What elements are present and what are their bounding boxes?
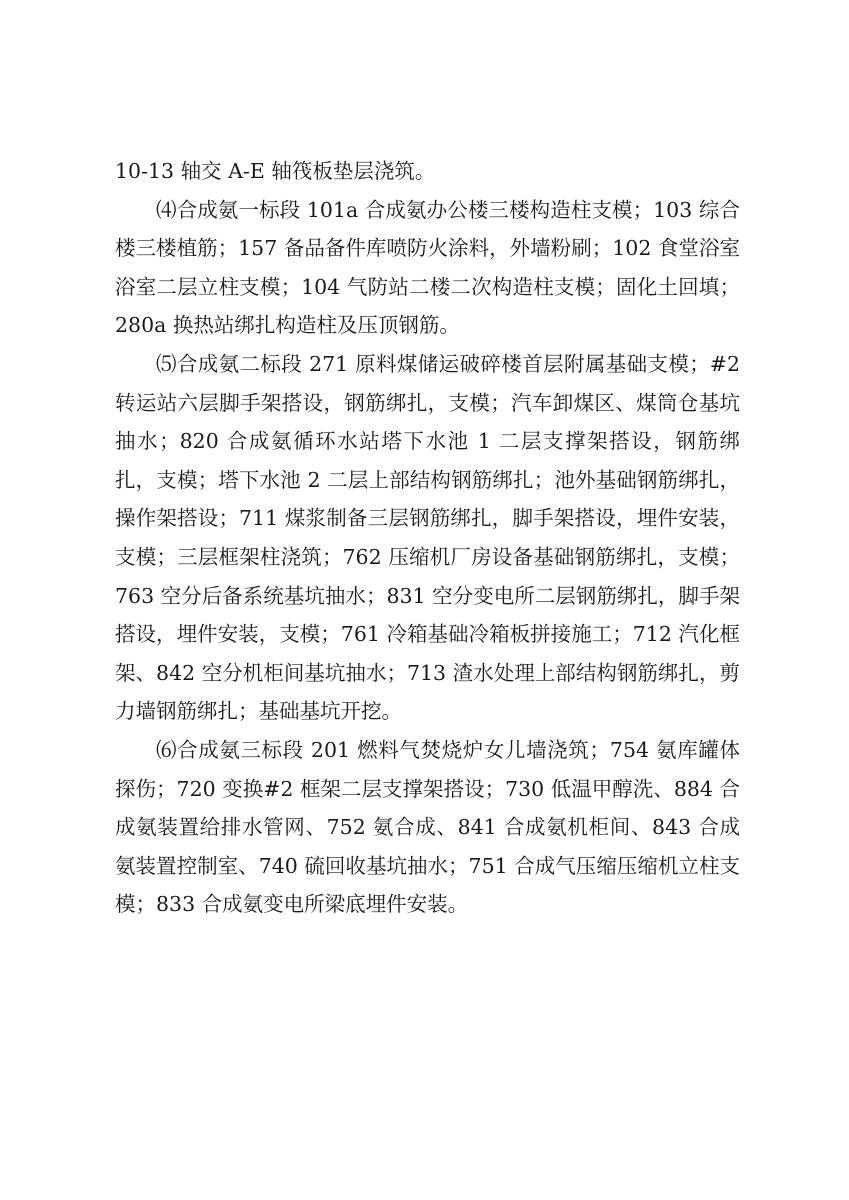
paragraph-continuation: 10-13 轴交 A-E 轴筏板垫层浇筑。 <box>115 159 436 183</box>
document-body <box>115 152 740 924</box>
paragraph-section-4: ⑷合成氨一标段 101a 合成氨办公楼三楼构造柱支模；103 综合楼三楼植筋；157 备品备件库喷防火涂料，外墙粉刷；102 食堂浴室浴室二层立柱支模；104 气防站二楼二次构造柱支模；固化土回填；280a 换热站绑扎构造柱及压顶钢筋。 <box>115 197 740 338</box>
paragraph-section-6: ⑹合成氨三标段 201 燃料气焚烧炉女儿墙浇筑；754 氨库罐体探伤；720 变换#2 框架二层支撑架搭设；730 低温甲醇洗、884 合成氨装置给排水管网、752 氨合成、841 合成氨机柜间、843 合成氨装置控制室、740 硫回收基坑抽水；751 合成气压缩压缩机立柱支模；833 合成氨变电所梁底埋件安装。 <box>115 737 740 917</box>
paragraph-section-5: ⑸合成氨二标段 271 原料煤储运破碎楼首层附属基础支模；#2 转运站六层脚手架搭设，钢筋绑扎，支模；汽车卸煤区、煤筒仓基坑抽水；820 合成氨循环水站塔下水池 1 二层支撑架搭设，钢筋绑扎，支模；塔下水池 2 二层上部结构钢筋绑扎；池外基础钢筋绑扎，操作架搭设；711 煤浆制备三层钢筋绑扎，脚手架搭设，埋件安装，支模；三层框架柱浇筑；762 压缩机厂房设备基础钢筋绑扎，支模；763 空分后备系统基坑抽水；831 空分变电所二层钢筋绑扎，脚手架搭设，埋件安装，支模；761 冷箱基础冷箱板拼接施工；712 汽化框架、842 空分机柜间基坑抽水；713 渣水处理上部结构钢筋绑扎，剪力墙钢筋绑扎；基础基坑开挖。 <box>115 351 740 724</box>
